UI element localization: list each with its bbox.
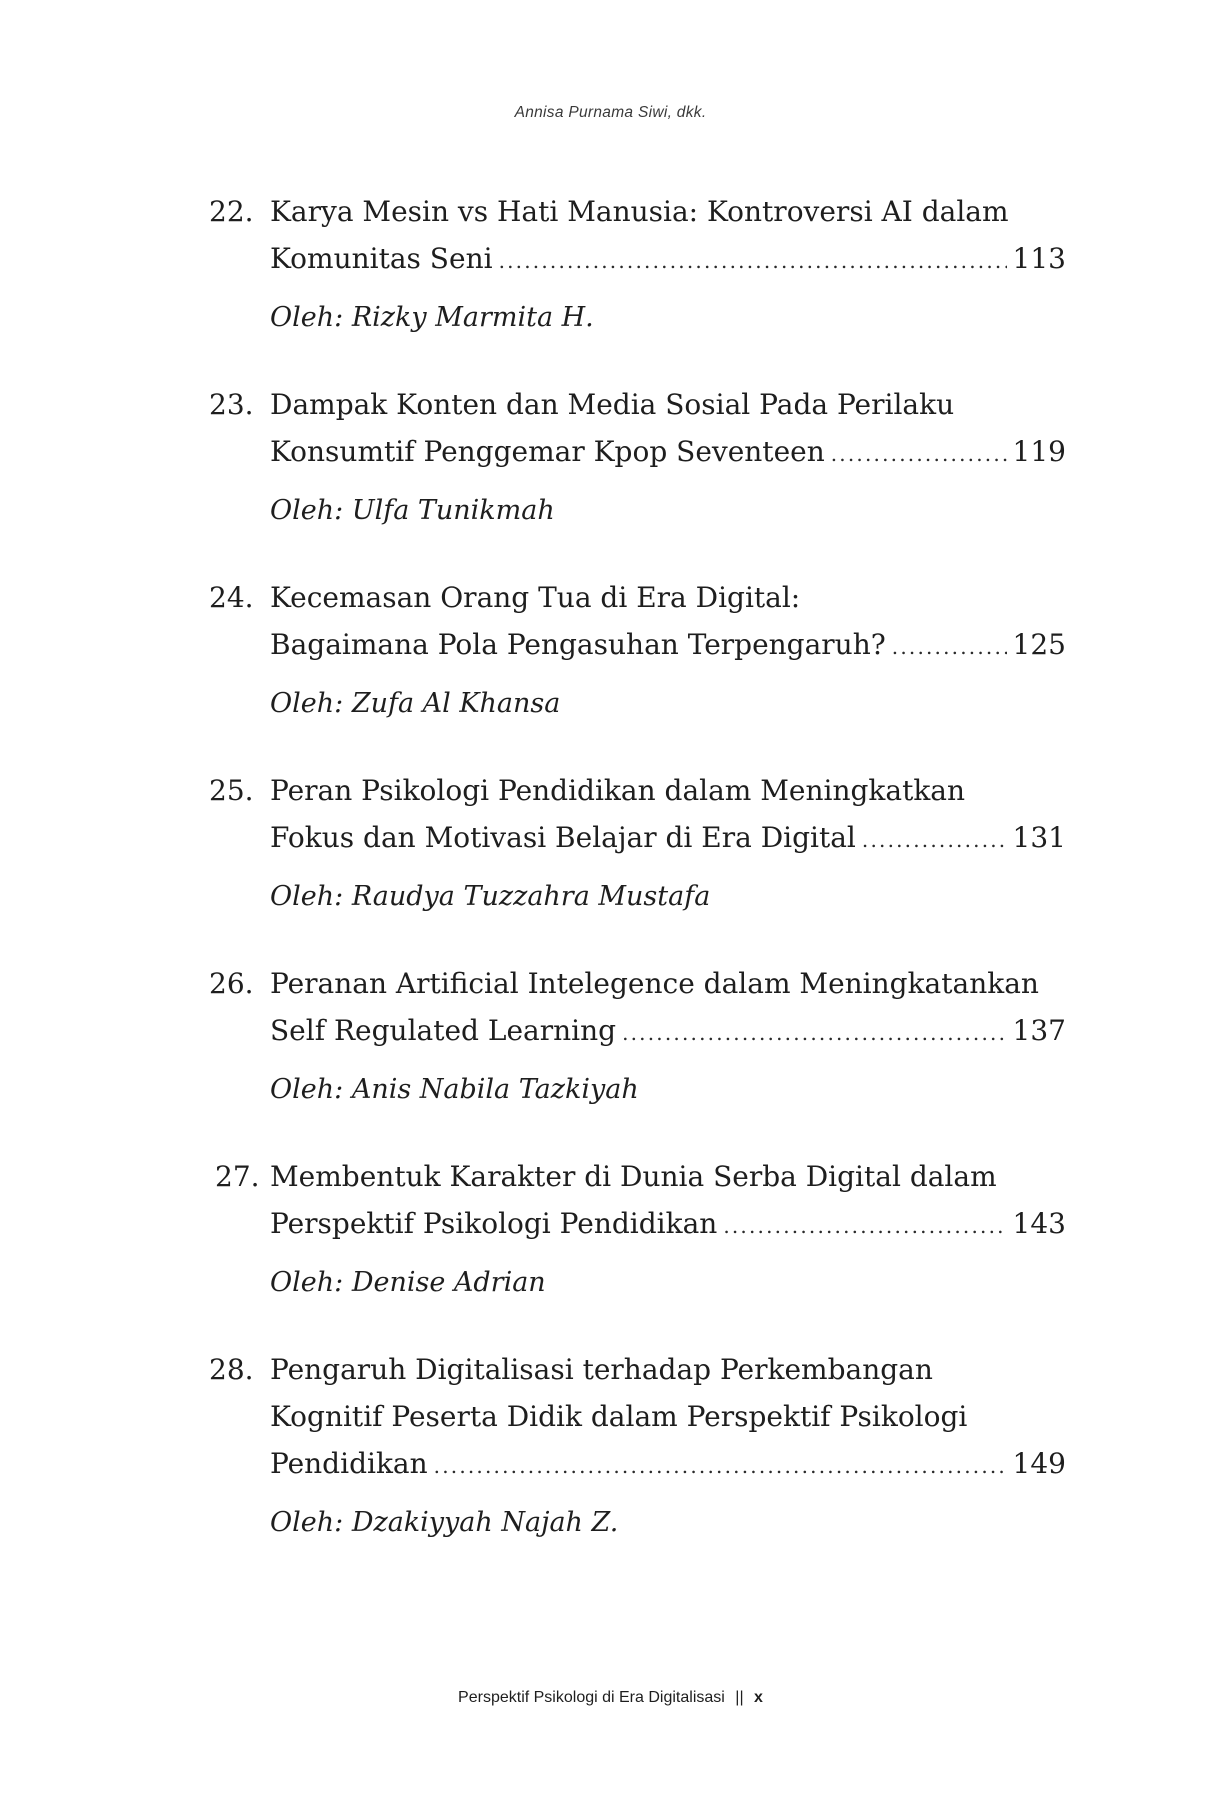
- entry-title-last-line: [270, 428, 1066, 478]
- footer-separator: ||: [735, 1689, 744, 1706]
- dot-leader: [499, 238, 1007, 285]
- table-of-contents: [0, 188, 1221, 1586]
- entry-title-line: Kecemasan Orang Tua di Era Digital:: [270, 581, 801, 614]
- entry-page-number: 149: [1012, 1447, 1066, 1480]
- entry-title-line: Peran Psikologi Pendidikan dalam Meningkatkan: [270, 774, 966, 807]
- dot-leader: [892, 624, 1007, 671]
- entry-number: 25.: [209, 774, 254, 807]
- running-head: Annisa Purnama Siwi, dkk.: [514, 104, 707, 121]
- entry-title-last-line: [270, 235, 1066, 285]
- entry-title-line: Kognitif Peserta Didik dalam Perspektif Psikologi: [270, 1400, 968, 1433]
- entry-author: Oleh: Dzakiyyah Najah Z.: [270, 1507, 619, 1538]
- footer-book-title: Perspektif Psikologi di Era Digitalisasi: [458, 1689, 725, 1706]
- entry-title-last-line: [270, 1440, 1066, 1490]
- entry-title-last-line: [270, 621, 1066, 671]
- entry-number: 26.: [209, 967, 254, 1000]
- entry-number: 27.: [215, 1160, 260, 1193]
- entry-title-line: Fokus dan Motivasi Belajar di Era Digital: [270, 821, 856, 854]
- toc-entry: [0, 1346, 1221, 1546]
- entry-title-line: Pengaruh Digitalisasi terhadap Perkembangan: [270, 1353, 933, 1386]
- toc-entry: [0, 574, 1221, 727]
- entry-number: 28.: [209, 1353, 254, 1386]
- entry-title-line: Pendidikan: [270, 1447, 428, 1480]
- entry-title-line: Karya Mesin vs Hati Manusia: Kontroversi AI dalam: [270, 195, 1009, 228]
- entry-page-number: 119: [1012, 435, 1066, 468]
- entry-number: 22.: [209, 195, 254, 228]
- dot-leader: [723, 1203, 1006, 1250]
- entry-page-number: 143: [1012, 1207, 1066, 1240]
- entry-title-line: Membentuk Karakter di Dunia Serba Digital dalam: [270, 1160, 997, 1193]
- entry-number: 23.: [209, 388, 254, 421]
- entry-number: 24.: [209, 581, 254, 614]
- dot-leader: [831, 431, 1007, 478]
- entry-title-line: Self Regulated Learning: [270, 1014, 617, 1047]
- entry-title-line: Dampak Konten dan Media Sosial Pada Perilaku: [270, 388, 955, 421]
- toc-entry: [0, 188, 1221, 341]
- entry-author: Oleh: Raudya Tuzzahra Mustafa: [270, 881, 711, 912]
- entry-author: Oleh: Ulfa Tunikmah: [270, 495, 555, 526]
- entry-author: Oleh: Zufa Al Khansa: [270, 688, 561, 719]
- dot-leader: [622, 1010, 1006, 1057]
- dot-leader: [862, 817, 1007, 864]
- entry-page-number: 125: [1012, 628, 1066, 661]
- entry-title-line: Konsumtif Penggemar Kpop Seventeen: [270, 435, 825, 468]
- entry-title-last-line: [270, 1200, 1066, 1250]
- dot-leader: [434, 1443, 1007, 1490]
- entry-author: Oleh: Rizky Marmita H.: [270, 302, 594, 333]
- entry-title-line: Perspektif Psikologi Pendidikan: [270, 1207, 718, 1240]
- footer-page-number: x: [754, 1689, 763, 1706]
- entry-title-line: Komunitas Seni: [270, 242, 493, 275]
- page-footer: [0, 1689, 1221, 1707]
- entry-page-number: 137: [1012, 1014, 1066, 1047]
- entry-title-line: Bagaimana Pola Pengasuhan Terpengaruh?: [270, 628, 886, 661]
- entry-author: Oleh: Denise Adrian: [270, 1267, 546, 1298]
- toc-entry: [0, 767, 1221, 920]
- entry-page-number: 113: [1012, 242, 1066, 275]
- toc-entry: [0, 960, 1221, 1113]
- toc-entry: [0, 1153, 1221, 1306]
- entry-page-number: 131: [1012, 821, 1066, 854]
- entry-title-line: Peranan Artificial Intelegence dalam Meningkatankan: [270, 967, 1039, 1000]
- entry-title-last-line: [270, 1007, 1066, 1057]
- entry-title-last-line: [270, 814, 1066, 864]
- toc-entry: [0, 381, 1221, 534]
- entry-author: Oleh: Anis Nabila Tazkiyah: [270, 1074, 639, 1105]
